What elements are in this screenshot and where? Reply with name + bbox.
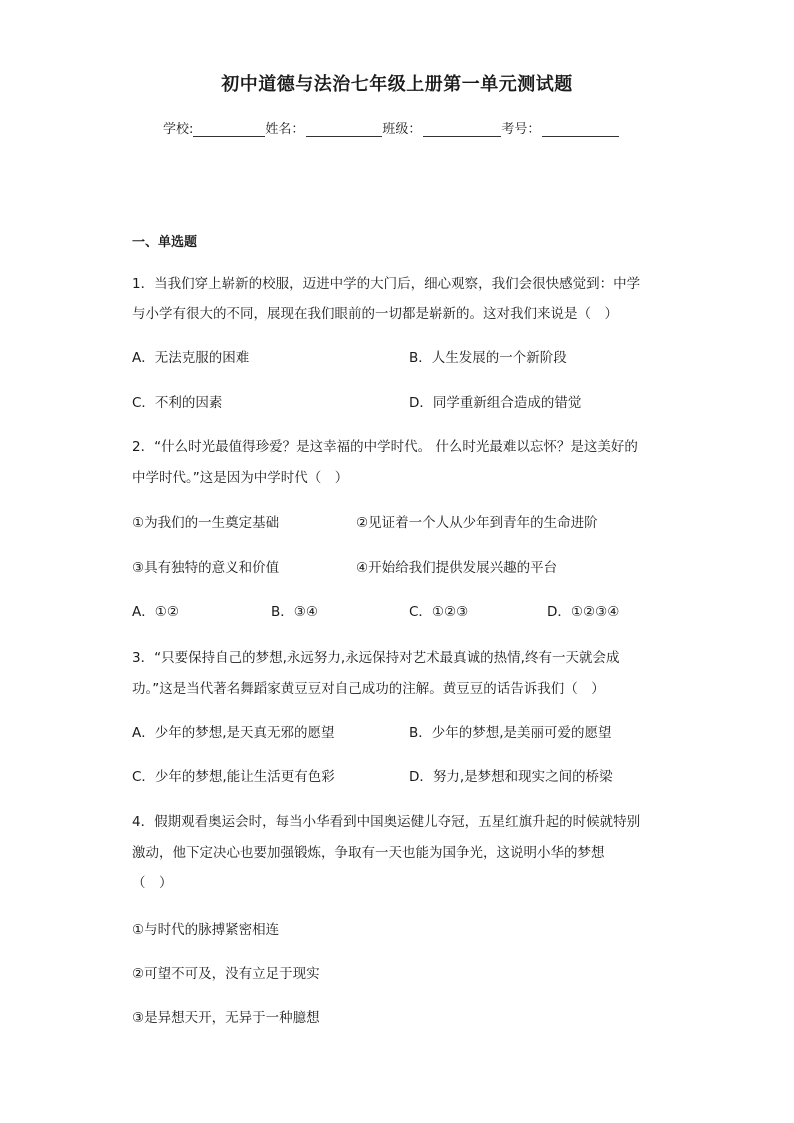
name-label: 姓名： <box>265 122 305 137</box>
q2-option-c: C．①②③ <box>409 604 469 620</box>
q2-statement-3: ③具有独特的意义和价值 <box>132 560 280 576</box>
q4-statement-2: ②可望不可及，没有立足于现实 <box>132 966 320 982</box>
q1-option-c: C．不利的因素 <box>132 395 223 411</box>
q1-stem-line2: 与小学有很大的不同，展现在我们眼前的一切都是崭新的。这对我们来说是（ ） <box>132 306 618 322</box>
q3-option-b: B．少年的梦想,是美丽可爱的愿望 <box>409 725 612 741</box>
q1-option-b: B．人生发展的一个新阶段 <box>409 350 567 366</box>
q4-statement-1: ①与时代的脉搏紧密相连 <box>132 922 280 938</box>
q2-option-b: B．③④ <box>271 604 318 620</box>
name-blank[interactable] <box>306 122 382 137</box>
q1-option-d: D．同学重新组合造成的错觉 <box>409 395 582 411</box>
q2-option-a: A．①② <box>132 604 179 620</box>
q2-statement-4: ④开始给我们提供发展兴趣的平台 <box>356 560 558 576</box>
q2-statement-1: ①为我们的一生奠定基础 <box>132 515 280 531</box>
q3-option-d: D．努力,是梦想和现实之间的桥梁 <box>409 769 613 785</box>
q2-stem-line2: 中学时代。”这是因为中学时代（ ） <box>132 470 349 486</box>
q3-option-a: A．少年的梦想,是天真无邪的愿望 <box>132 725 335 741</box>
class-blank[interactable] <box>423 122 501 137</box>
q3-option-c: C．少年的梦想,能让生活更有色彩 <box>132 769 335 785</box>
q1-option-a: A．无法克服的困难 <box>132 350 250 366</box>
exam-no-label: 考号： <box>501 122 541 137</box>
q1-stem-line1: 1．当我们穿上崭新的校服，迈进中学的大门后，细心观察，我们会很快感觉到：中学 <box>132 276 641 292</box>
q4-statement-3: ③是异想天开，无异于一种臆想 <box>132 1010 320 1026</box>
q4-stem-line3: （ ） <box>132 875 173 891</box>
student-info-row <box>163 118 619 137</box>
q2-stem-line1: 2．“什么时光最值得珍爱？是这幸福的中学时代。 什么时光最难以忘怀？是这美好的 <box>132 439 638 455</box>
exam-no-blank[interactable] <box>542 122 619 137</box>
school-blank[interactable] <box>193 122 265 137</box>
q3-stem-line2: 功。”这是当代著名舞蹈家黄豆豆对自己成功的注解。黄豆豆的话告诉我们（ ） <box>132 681 605 697</box>
school-label: 学校: <box>163 122 194 137</box>
q4-stem-line2: 激动，他下定决心也要加强锻炼，争取有一天也能为国争光，这说明小华的梦想 <box>132 845 605 861</box>
class-label: 班级： <box>382 122 422 137</box>
page-title: 初中道德与法治七年级上册第一单元测试题 <box>221 74 573 95</box>
q3-stem-line1: 3．“只要保持自己的梦想,永远努力,永远保持对艺术最真诚的热情,终有一天就会成 <box>132 650 620 666</box>
section-heading: 一、单选题 <box>132 235 198 250</box>
q2-statement-2: ②见证着一个人从少年到青年的生命进阶 <box>356 515 598 531</box>
q4-stem-line1: 4．假期观看奥运会时，每当小华看到中国奥运健儿夺冠，五星红旗升起的时候就特别 <box>132 814 641 830</box>
q2-option-d: D．①②③④ <box>547 604 620 620</box>
